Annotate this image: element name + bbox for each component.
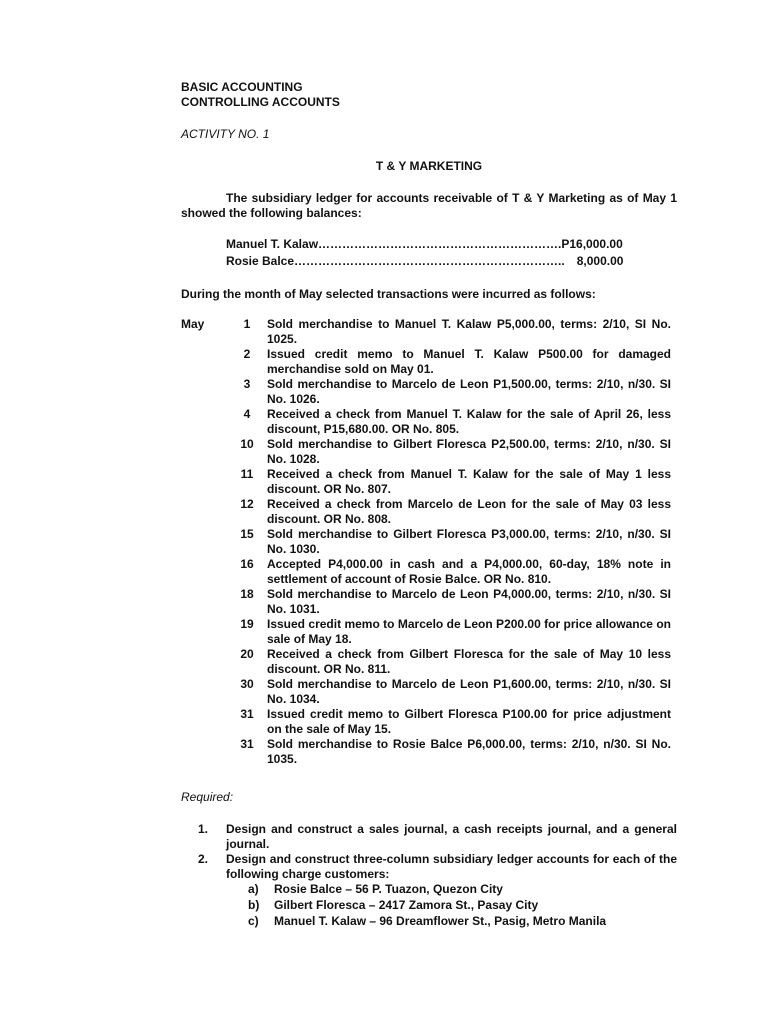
balance-row — [226, 237, 623, 254]
balance-name: Manuel T. Kalaw — [226, 237, 319, 251]
transaction-month — [181, 437, 227, 467]
requirements-list — [198, 822, 677, 930]
transaction-row — [181, 467, 671, 497]
transaction-row — [181, 707, 671, 737]
transaction-day: 2 — [243, 347, 251, 361]
customer-text: Gilbert Floresca – 2417 Zamora St., Pasay City — [274, 898, 539, 912]
transaction-description: Sold merchandise to Gilbert Floresca P3,000.00, terms: 2/10, n/30. SI No. 1030. — [267, 527, 671, 556]
required-label: Required: — [181, 790, 234, 804]
transaction-month — [181, 677, 227, 707]
transaction-month — [181, 707, 227, 737]
balance-leader: ……………………………………………………. — [318, 237, 562, 251]
transaction-row — [181, 407, 671, 437]
transaction-day: 11 — [240, 467, 254, 481]
transaction-day: 30 — [240, 677, 254, 691]
transaction-description: Received a check from Gilbert Floresca for the sale of May 10 less discount. OR No. 811. — [267, 647, 671, 676]
transaction-row — [181, 497, 671, 527]
requirement-number: 1. — [198, 822, 209, 836]
customer-letter: c) — [248, 914, 259, 928]
transaction-day: 3 — [243, 377, 251, 391]
transaction-month — [181, 557, 227, 587]
transaction-description: Sold merchandise to Marcelo de Leon P4,000.00, terms: 2/10, n/30. SI No. 1031. — [267, 587, 671, 616]
requirement-text: Design and construct three-column subsidiary ledger accounts for each of the following charge customers: — [226, 852, 677, 881]
transaction-day: 4 — [243, 407, 251, 421]
customer-item — [248, 898, 677, 914]
customer-letter: a) — [248, 882, 259, 896]
intro-text: The subsidiary ledger for accounts receivable of T & Y Marketing as of May 1 showed the following balances: — [181, 191, 677, 220]
transaction-day: 12 — [240, 497, 254, 511]
requirement-item — [198, 822, 677, 852]
document-header — [181, 80, 581, 110]
balance-row — [226, 254, 623, 271]
transaction-row — [181, 347, 671, 377]
balance-name: Rosie Balce — [226, 254, 295, 268]
transaction-month — [181, 497, 227, 527]
company-name: T & Y MARKETING — [375, 159, 483, 173]
transaction-description: Issued credit memo to Marcelo de Leon P200.00 for price allowance on sale of May 18. — [267, 617, 671, 646]
transaction-row — [181, 647, 671, 677]
transaction-row — [181, 677, 671, 707]
transaction-month — [181, 407, 227, 437]
transaction-month — [181, 467, 227, 497]
balance-amount: P16,000.00 — [561, 237, 623, 251]
transaction-day: 1 — [243, 317, 251, 331]
transaction-description: Sold merchandise to Marcelo de Leon P1,500.00, terms: 2/10, n/30. SI No. 1026. — [267, 377, 671, 406]
transaction-description: Sold merchandise to Gilbert Floresca P2,500.00, terms: 2/10, n/30. SI No. 1028. — [267, 437, 671, 466]
transaction-description: Accepted P4,000.00 in cash and a P4,000.00, 60-day, 18% note in settlement of account of Rosie Balce. OR No. 810. — [267, 557, 671, 586]
customer-text: Rosie Balce – 56 P. Tuazon, Quezon City — [274, 882, 503, 896]
transaction-day: 31 — [240, 707, 254, 721]
transaction-row — [181, 557, 671, 587]
activity-title: ACTIVITY NO. 1 — [181, 127, 270, 141]
requirement-number: 2. — [198, 852, 209, 866]
transactions-table — [181, 317, 671, 767]
transaction-month — [181, 617, 227, 647]
requirement-item — [198, 852, 677, 882]
balance-amount: 8,000.00 — [576, 254, 624, 268]
transaction-month — [181, 527, 227, 557]
transaction-month: May — [181, 317, 205, 331]
transaction-description: Sold merchandise to Rosie Balce P6,000.00, terms: 2/10, n/30. SI No. 1035. — [267, 737, 671, 766]
header-topic: CONTROLLING ACCOUNTS — [181, 95, 340, 109]
customer-list — [248, 882, 677, 930]
transaction-description: Issued credit memo to Gilbert Floresca P100.00 for price adjustment on the sale of May 15. — [267, 707, 671, 736]
transaction-month — [181, 737, 227, 767]
transactions-intro: During the month of May selected transactions were incurred as follows: — [181, 287, 596, 301]
transaction-day: 10 — [240, 437, 254, 451]
header-subject: BASIC ACCOUNTING — [181, 80, 303, 94]
intro-paragraph — [181, 191, 677, 221]
transaction-row — [181, 587, 671, 617]
transaction-row — [181, 737, 671, 767]
balance-leader: ………………………………………………………….. — [294, 254, 565, 268]
customer-text: Manuel T. Kalaw – 96 Dreamflower St., Pasig, Metro Manila — [274, 914, 607, 928]
transaction-month — [181, 647, 227, 677]
transaction-day: 19 — [240, 617, 254, 631]
transaction-row — [181, 317, 671, 347]
transaction-description: Issued credit memo to Manuel T. Kalaw P500.00 for damaged merchandise sold on May 01. — [267, 347, 671, 376]
transaction-day: 16 — [240, 557, 254, 571]
customer-item — [248, 914, 677, 930]
transaction-description: Received a check from Manuel T. Kalaw for the sale of April 26, less discount, P15,680.00. OR No. 805. — [267, 407, 671, 436]
transaction-row — [181, 527, 671, 557]
transaction-row — [181, 617, 671, 647]
transaction-day: 15 — [240, 527, 254, 541]
customer-item — [248, 882, 677, 898]
balances-list — [226, 237, 623, 271]
requirement-text: Design and construct a sales journal, a cash receipts journal, and a general journal. — [226, 822, 677, 851]
transaction-day: 20 — [240, 647, 254, 661]
transaction-day: 18 — [240, 587, 254, 601]
transaction-month — [181, 377, 227, 407]
transaction-row — [181, 377, 671, 407]
customer-letter: b) — [248, 898, 260, 912]
transaction-day: 31 — [240, 737, 254, 751]
transaction-description: Sold merchandise to Manuel T. Kalaw P5,000.00, terms: 2/10, SI No. 1025. — [267, 317, 671, 346]
transaction-month — [181, 347, 227, 377]
transaction-row — [181, 437, 671, 467]
transaction-description: Received a check from Manuel T. Kalaw for the sale of May 1 less discount. OR No. 807. — [267, 467, 671, 496]
transaction-month — [181, 587, 227, 617]
transaction-description: Received a check from Marcelo de Leon for the sale of May 03 less discount. OR No. 808. — [267, 497, 671, 526]
transaction-description: Sold merchandise to Marcelo de Leon P1,600.00, terms: 2/10, n/30. SI No. 1034. — [267, 677, 671, 706]
